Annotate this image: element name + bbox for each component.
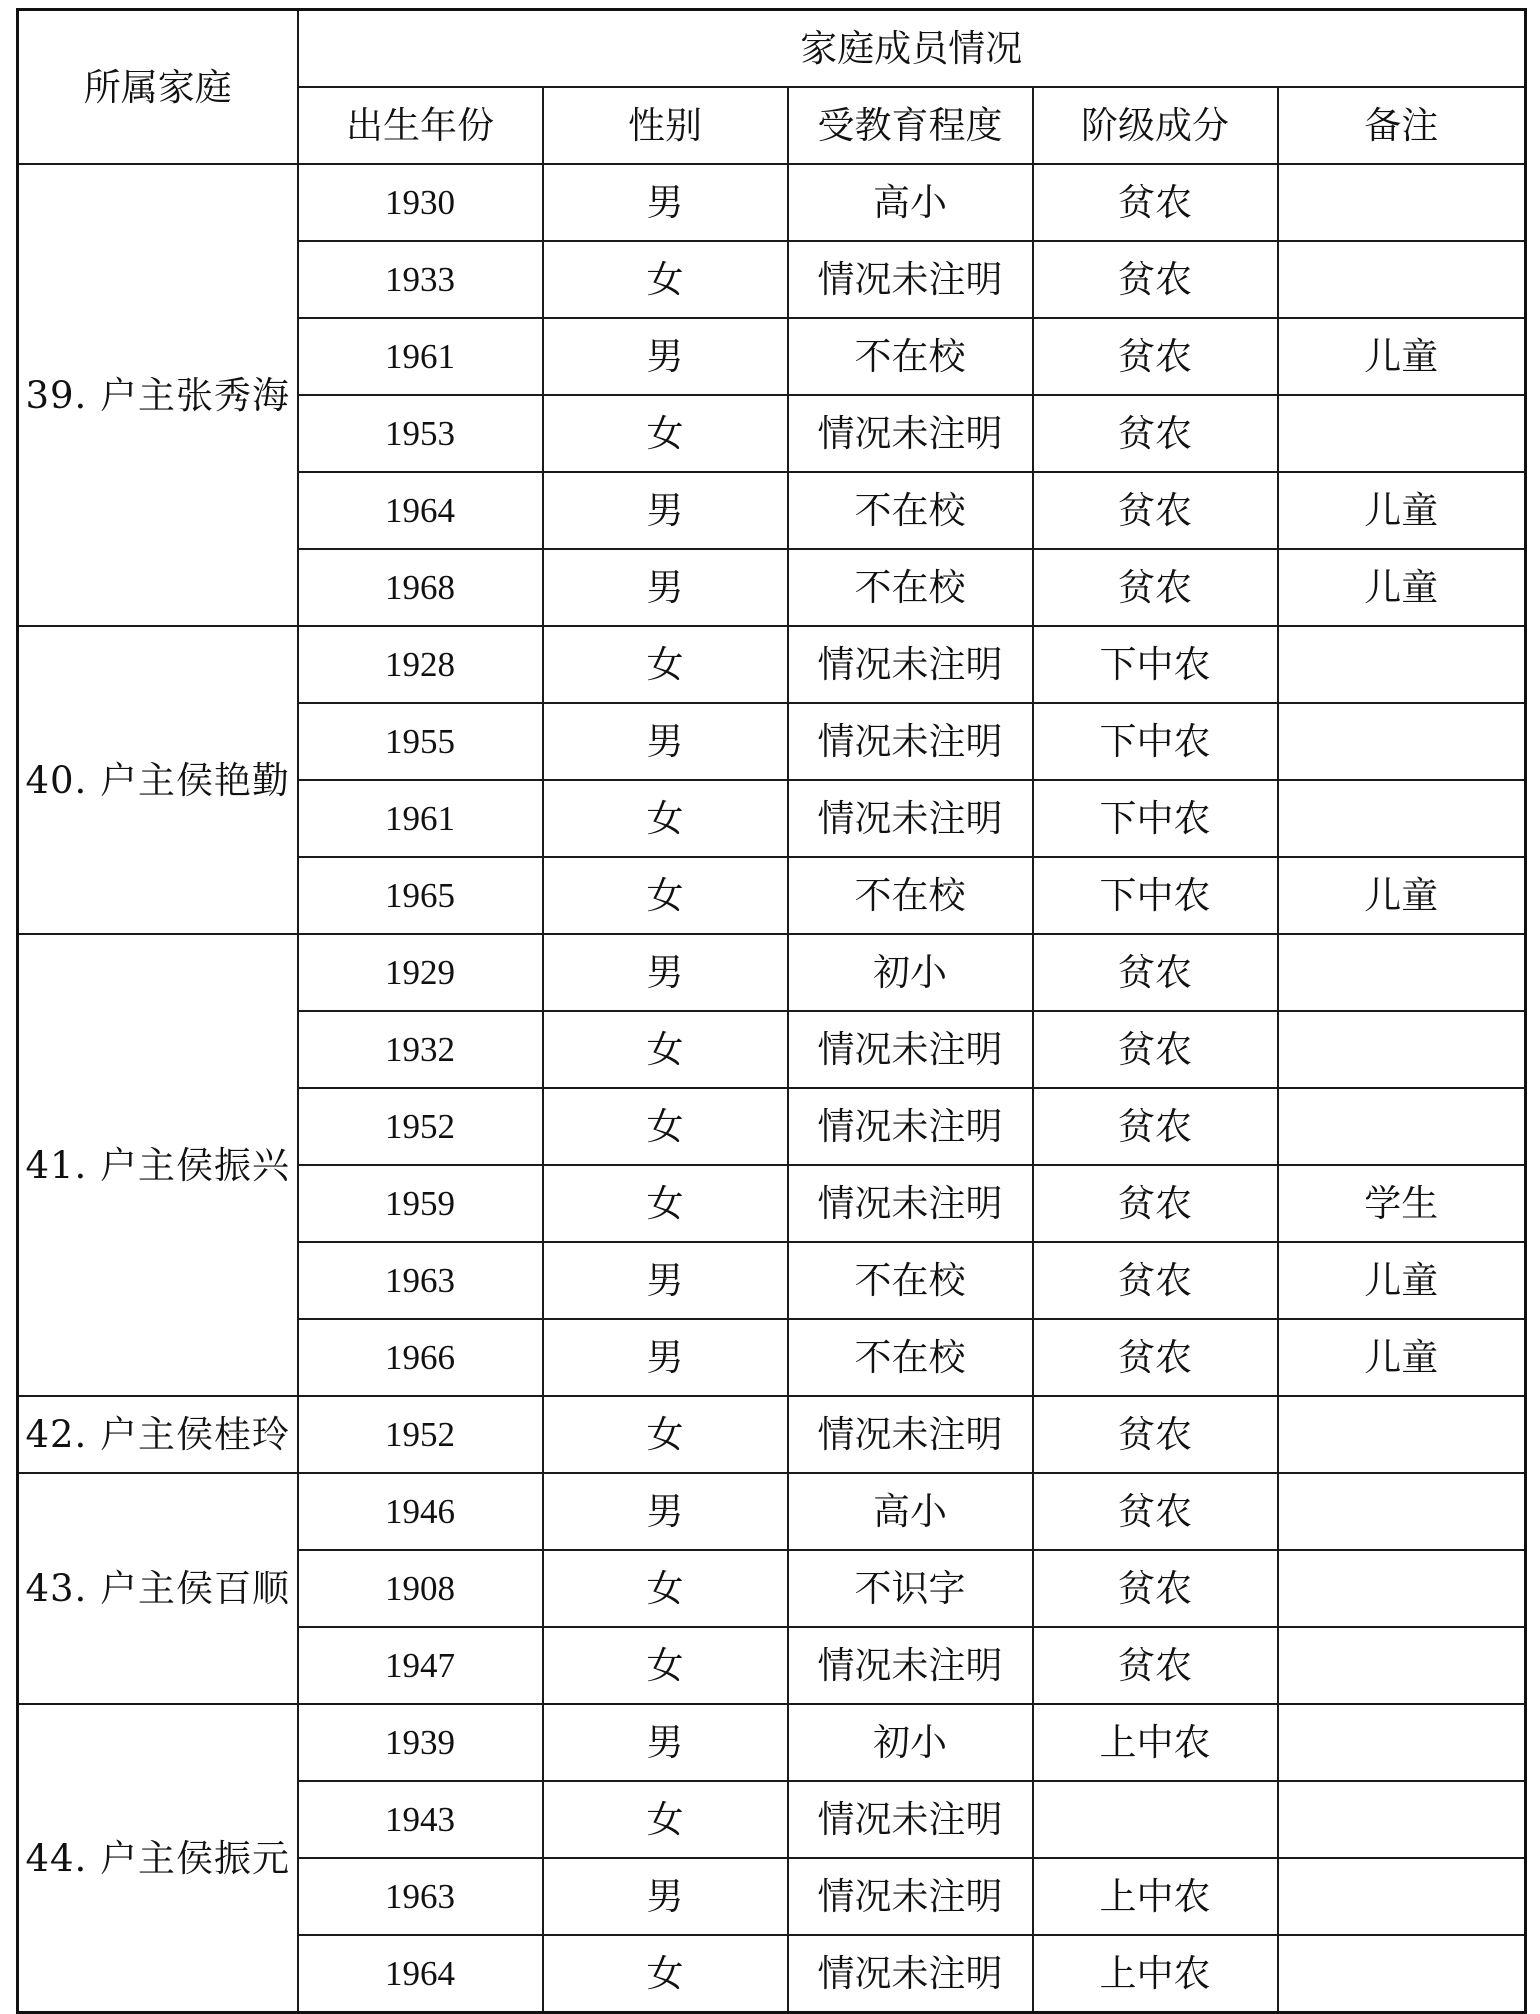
- cell-remarks: [1278, 1550, 1526, 1627]
- cell-gender: 男: [543, 1704, 788, 1781]
- household-label: 39. 户主张秀海: [18, 164, 298, 626]
- cell-remarks: [1278, 1627, 1526, 1704]
- cell-gender: 女: [543, 1396, 788, 1473]
- cell-education: 情况未注明: [788, 1858, 1033, 1935]
- cell-class-status: 贫农: [1033, 1550, 1278, 1627]
- cell-class-status: 贫农: [1033, 1319, 1278, 1396]
- cell-education: 高小: [788, 164, 1033, 241]
- cell-birth-year: 1946: [298, 1473, 543, 1550]
- cell-education: 情况未注明: [788, 241, 1033, 318]
- cell-education: 不在校: [788, 549, 1033, 626]
- cell-remarks: [1278, 1396, 1526, 1473]
- cell-gender: 男: [543, 164, 788, 241]
- cell-remarks: [1278, 703, 1526, 780]
- header-class-status: 阶级成分: [1033, 87, 1278, 164]
- cell-gender: 男: [543, 549, 788, 626]
- header-family: 所属家庭: [18, 10, 298, 165]
- cell-birth-year: 1928: [298, 626, 543, 703]
- cell-remarks: [1278, 1858, 1526, 1935]
- table-row: [18, 934, 1526, 1011]
- cell-class-status: 贫农: [1033, 1011, 1278, 1088]
- cell-gender: 女: [543, 1781, 788, 1858]
- cell-gender: 男: [543, 1473, 788, 1550]
- cell-remarks: 儿童: [1278, 549, 1526, 626]
- cell-remarks: [1278, 1704, 1526, 1781]
- cell-birth-year: 1929: [298, 934, 543, 1011]
- cell-class-status: 贫农: [1033, 934, 1278, 1011]
- cell-education: 情况未注明: [788, 703, 1033, 780]
- cell-gender: 女: [543, 626, 788, 703]
- header-gender: 性别: [543, 87, 788, 164]
- cell-gender: 女: [543, 241, 788, 318]
- cell-birth-year: 1964: [298, 1935, 543, 2013]
- cell-gender: 男: [543, 318, 788, 395]
- header-member-group: 家庭成员情况: [298, 10, 1526, 88]
- cell-birth-year: 1955: [298, 703, 543, 780]
- cell-birth-year: 1908: [298, 1550, 543, 1627]
- cell-birth-year: 1968: [298, 549, 543, 626]
- cell-education: 不在校: [788, 318, 1033, 395]
- cell-remarks: [1278, 1781, 1526, 1858]
- cell-remarks: [1278, 780, 1526, 857]
- cell-remarks: [1278, 1088, 1526, 1165]
- cell-birth-year: 1959: [298, 1165, 543, 1242]
- cell-education: 不识字: [788, 1550, 1033, 1627]
- cell-education: 不在校: [788, 472, 1033, 549]
- table-row: [18, 626, 1526, 703]
- cell-gender: 女: [543, 1935, 788, 2013]
- cell-birth-year: 1947: [298, 1627, 543, 1704]
- cell-birth-year: 1961: [298, 318, 543, 395]
- cell-class-status: 贫农: [1033, 472, 1278, 549]
- cell-education: 情况未注明: [788, 1011, 1033, 1088]
- cell-remarks: [1278, 164, 1526, 241]
- cell-class-status: 下中农: [1033, 703, 1278, 780]
- household-label: 42. 户主侯桂玲: [18, 1396, 298, 1473]
- cell-remarks: [1278, 395, 1526, 472]
- cell-class-status: 贫农: [1033, 1088, 1278, 1165]
- cell-education: 不在校: [788, 1242, 1033, 1319]
- cell-remarks: [1278, 1935, 1526, 2013]
- cell-education: 初小: [788, 934, 1033, 1011]
- cell-remarks: [1278, 241, 1526, 318]
- cell-gender: 女: [543, 857, 788, 934]
- cell-remarks: 儿童: [1278, 1319, 1526, 1396]
- cell-education: 初小: [788, 1704, 1033, 1781]
- household-label: 41. 户主侯振兴: [18, 934, 298, 1396]
- header-education: 受教育程度: [788, 87, 1033, 164]
- table-row: [18, 1396, 1526, 1473]
- cell-birth-year: 1963: [298, 1242, 543, 1319]
- household-census-table: [16, 8, 1527, 2014]
- cell-education: 不在校: [788, 1319, 1033, 1396]
- cell-gender: 男: [543, 1242, 788, 1319]
- table-body: [18, 10, 1526, 2013]
- cell-class-status: 下中农: [1033, 857, 1278, 934]
- cell-birth-year: 1953: [298, 395, 543, 472]
- household-label: 44. 户主侯振元: [18, 1704, 298, 2013]
- cell-birth-year: 1930: [298, 164, 543, 241]
- cell-education: 情况未注明: [788, 395, 1033, 472]
- cell-class-status: 贫农: [1033, 318, 1278, 395]
- cell-class-status: 贫农: [1033, 1627, 1278, 1704]
- cell-gender: 女: [543, 780, 788, 857]
- cell-class-status: [1033, 1781, 1278, 1858]
- cell-remarks: [1278, 934, 1526, 1011]
- cell-class-status: 贫农: [1033, 164, 1278, 241]
- cell-gender: 女: [543, 1550, 788, 1627]
- cell-birth-year: 1939: [298, 1704, 543, 1781]
- cell-birth-year: 1952: [298, 1088, 543, 1165]
- table-row: [18, 164, 1526, 241]
- cell-class-status: 下中农: [1033, 626, 1278, 703]
- header-remarks: 备注: [1278, 87, 1526, 164]
- cell-class-status: 上中农: [1033, 1935, 1278, 2013]
- cell-education: 情况未注明: [788, 1781, 1033, 1858]
- cell-birth-year: 1932: [298, 1011, 543, 1088]
- table-row: [18, 1704, 1526, 1781]
- cell-birth-year: 1943: [298, 1781, 543, 1858]
- cell-gender: 女: [543, 1165, 788, 1242]
- cell-education: 情况未注明: [788, 1165, 1033, 1242]
- cell-remarks: 儿童: [1278, 472, 1526, 549]
- cell-birth-year: 1966: [298, 1319, 543, 1396]
- cell-gender: 男: [543, 1858, 788, 1935]
- cell-education: 情况未注明: [788, 626, 1033, 703]
- cell-class-status: 上中农: [1033, 1704, 1278, 1781]
- cell-gender: 女: [543, 1011, 788, 1088]
- cell-gender: 男: [543, 1319, 788, 1396]
- cell-class-status: 下中农: [1033, 780, 1278, 857]
- cell-remarks: 学生: [1278, 1165, 1526, 1242]
- cell-class-status: 贫农: [1033, 1242, 1278, 1319]
- cell-remarks: [1278, 1011, 1526, 1088]
- cell-remarks: [1278, 626, 1526, 703]
- cell-gender: 女: [543, 1627, 788, 1704]
- cell-gender: 男: [543, 703, 788, 780]
- cell-education: 高小: [788, 1473, 1033, 1550]
- header-row-top: [18, 10, 1526, 88]
- household-label: 43. 户主侯百顺: [18, 1473, 298, 1704]
- cell-birth-year: 1964: [298, 472, 543, 549]
- cell-education: 情况未注明: [788, 780, 1033, 857]
- cell-birth-year: 1933: [298, 241, 543, 318]
- cell-education: 情况未注明: [788, 1627, 1033, 1704]
- cell-birth-year: 1965: [298, 857, 543, 934]
- cell-education: 情况未注明: [788, 1088, 1033, 1165]
- cell-class-status: 贫农: [1033, 549, 1278, 626]
- cell-birth-year: 1961: [298, 780, 543, 857]
- cell-remarks: 儿童: [1278, 1242, 1526, 1319]
- cell-class-status: 贫农: [1033, 1165, 1278, 1242]
- cell-remarks: [1278, 1473, 1526, 1550]
- cell-gender: 男: [543, 472, 788, 549]
- cell-education: 情况未注明: [788, 1935, 1033, 2013]
- table-row: [18, 1473, 1526, 1550]
- cell-class-status: 贫农: [1033, 395, 1278, 472]
- cell-gender: 女: [543, 1088, 788, 1165]
- cell-education: 情况未注明: [788, 1396, 1033, 1473]
- cell-gender: 男: [543, 934, 788, 1011]
- cell-remarks: 儿童: [1278, 318, 1526, 395]
- cell-class-status: 上中农: [1033, 1858, 1278, 1935]
- household-label: 40. 户主侯艳勤: [18, 626, 298, 934]
- cell-class-status: 贫农: [1033, 1473, 1278, 1550]
- cell-class-status: 贫农: [1033, 241, 1278, 318]
- cell-birth-year: 1952: [298, 1396, 543, 1473]
- cell-education: 不在校: [788, 857, 1033, 934]
- header-birth-year: 出生年份: [298, 87, 543, 164]
- cell-birth-year: 1963: [298, 1858, 543, 1935]
- cell-gender: 女: [543, 395, 788, 472]
- cell-class-status: 贫农: [1033, 1396, 1278, 1473]
- cell-remarks: 儿童: [1278, 857, 1526, 934]
